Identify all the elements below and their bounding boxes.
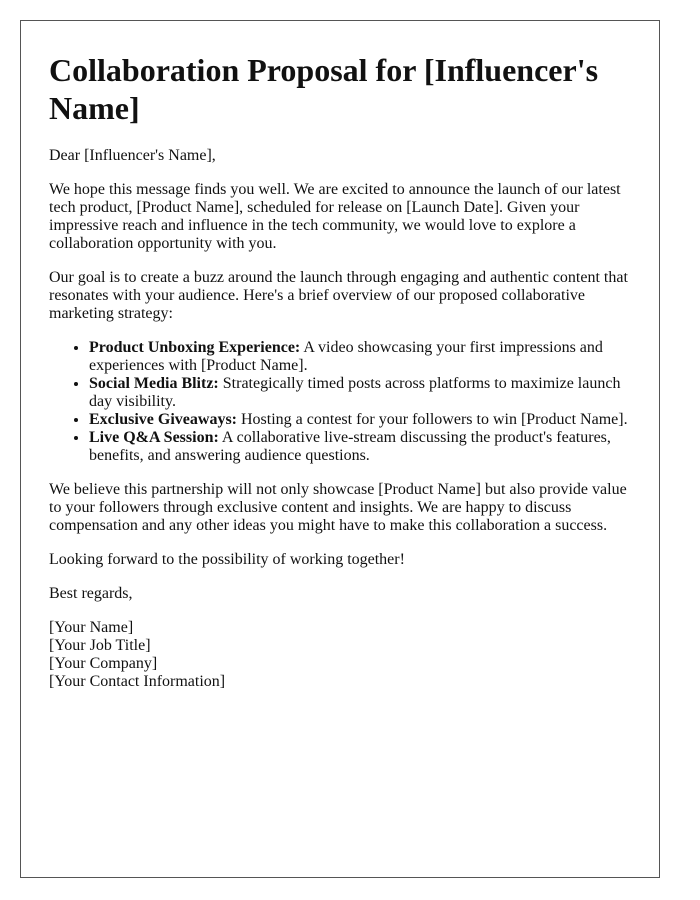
goal-paragraph: Our goal is to create a buzz around the launch through engaging and authentic content that resonates with your audience. Here's a brief overview of our proposed collaborative marketing strategy: xyxy=(49,269,628,322)
greeting: Dear [Influencer's Name], xyxy=(49,147,216,164)
strategy-text: A video showcasing your first impressions and experiences with [Product Name]. xyxy=(89,339,603,374)
strategy-label: Product Unboxing Experience: xyxy=(89,339,301,356)
strategy-list xyxy=(49,339,631,465)
letter-title: Collaboration Proposal for [Influencer's Name] xyxy=(49,52,599,126)
signature-block xyxy=(49,619,631,691)
signature-contact: [Your Contact Information] xyxy=(49,673,226,690)
signature-job-title: [Your Job Title] xyxy=(49,637,151,654)
closing-line: Looking forward to the possibility of working together! xyxy=(49,551,405,568)
strategy-label: Live Q&A Session: xyxy=(89,429,219,446)
strategy-item-live-qa xyxy=(89,429,631,465)
strategy-text: Strategically timed posts across platforms to maximize launch day visibility. xyxy=(89,375,621,410)
sign-off: Best regards, xyxy=(49,585,133,602)
belief-paragraph: We believe this partnership will not only showcase [Product Name] but also provide value to your followers through exclusive content and insights. We are happy to discuss compensation and any other ideas you might have to make this collaboration a success. xyxy=(49,481,627,534)
signature-name: [Your Name] xyxy=(49,619,134,636)
intro-paragraph: We hope this message finds you well. We are excited to announce the launch of our latest tech product, [Product Name], scheduled for release on [Launch Date]. Given your impressive reach and influence in the tech community, we would love to explore a collaboration opportunity with you. xyxy=(49,181,621,252)
letter-page xyxy=(20,20,660,878)
strategy-label: Social Media Blitz: xyxy=(89,375,219,392)
signature-company: [Your Company] xyxy=(49,655,158,672)
strategy-item-unboxing xyxy=(89,339,631,375)
strategy-label: Exclusive Giveaways: xyxy=(89,411,237,428)
strategy-text: Hosting a contest for your followers to win [Product Name]. xyxy=(237,411,628,428)
strategy-item-giveaways xyxy=(89,411,631,429)
strategy-text: A collaborative live-stream discussing the product's features, benefits, and answering audience questions. xyxy=(89,429,611,464)
strategy-item-social-media xyxy=(89,375,631,411)
